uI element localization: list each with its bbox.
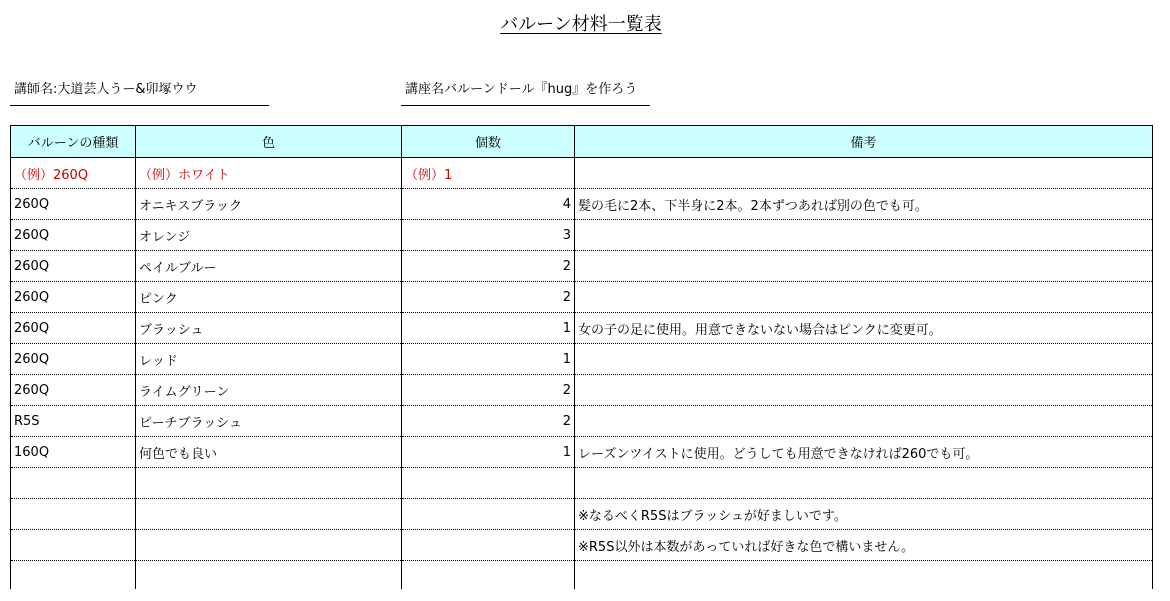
instructor-name: 講師名:大道芸人うー&卯塚ウウ <box>10 80 269 106</box>
example-type: （例）260Q <box>11 158 136 189</box>
table-row <box>11 313 1153 344</box>
cell-note <box>575 220 1153 251</box>
cell-color <box>136 530 402 561</box>
course-name: 講座名バルーンドール『hug』を作ろう <box>401 80 650 106</box>
cell-type: 260Q <box>11 251 136 282</box>
cell-note: 髪の毛に2本、下半身に2本。2本ずつあれば別の色でも可。 <box>575 189 1153 220</box>
example-note <box>575 158 1153 189</box>
table-row <box>11 375 1153 406</box>
cell-color: ライムグリーン <box>136 375 402 406</box>
cell-type: 260Q <box>11 282 136 313</box>
table-row <box>11 220 1153 251</box>
cell-note: ※R5S以外は本数があっていれば好きな色で構いません。 <box>575 530 1153 561</box>
cell-color: オニキスブラック <box>136 189 402 220</box>
example-count: （例）1 <box>402 158 575 189</box>
cell-color: ブラッシュ <box>136 313 402 344</box>
cell-color: ペイルブルー <box>136 251 402 282</box>
cell-note <box>575 251 1153 282</box>
cell-note <box>575 561 1153 589</box>
cell-color <box>136 499 402 530</box>
cell-color: オレンジ <box>136 220 402 251</box>
cell-color <box>136 468 402 499</box>
cell-note <box>575 282 1153 313</box>
cell-count: 3 <box>402 220 575 251</box>
table-header-row <box>11 126 1153 158</box>
table-row <box>11 251 1153 282</box>
table-row <box>11 499 1153 530</box>
cell-note <box>575 344 1153 375</box>
table-row <box>11 344 1153 375</box>
cell-count: 2 <box>402 375 575 406</box>
cell-type: 260Q <box>11 220 136 251</box>
cell-note: レーズンツイストに使用。どうしても用意できなければ260でも可。 <box>575 437 1153 468</box>
cell-type <box>11 530 136 561</box>
table-row <box>11 468 1153 499</box>
cell-count: 4 <box>402 189 575 220</box>
cell-color: ピンク <box>136 282 402 313</box>
cell-note: 女の子の足に使用。用意できないない場合はピンクに変更可。 <box>575 313 1153 344</box>
column-header-note: 備考 <box>575 126 1153 158</box>
cell-count: 2 <box>402 251 575 282</box>
cell-color: 何色でも良い <box>136 437 402 468</box>
table-row <box>11 406 1153 437</box>
cell-count: 2 <box>402 406 575 437</box>
cell-type: R5S <box>11 406 136 437</box>
cell-type: 260Q <box>11 189 136 220</box>
table-row <box>11 530 1153 561</box>
table-row <box>11 437 1153 468</box>
cell-type: 160Q <box>11 437 136 468</box>
cell-type <box>11 499 136 530</box>
cell-count: 2 <box>402 282 575 313</box>
table-row <box>11 282 1153 313</box>
cell-type: 260Q <box>11 375 136 406</box>
cell-note: ※なるべくR5Sはブラッシュが好ましいです。 <box>575 499 1153 530</box>
cell-type: 260Q <box>11 313 136 344</box>
cell-type: 260Q <box>11 344 136 375</box>
cell-count <box>402 468 575 499</box>
table-row <box>11 189 1153 220</box>
cell-count: 1 <box>402 313 575 344</box>
column-header-count: 個数 <box>402 126 575 158</box>
cell-count <box>402 499 575 530</box>
cell-count: 1 <box>402 344 575 375</box>
document-title <box>0 13 1162 37</box>
table-row <box>11 561 1153 589</box>
cell-color: レッド <box>136 344 402 375</box>
materials-table <box>10 125 1153 589</box>
cell-note <box>575 406 1153 437</box>
column-header-type: バルーンの種類 <box>11 126 136 158</box>
cell-type <box>11 468 136 499</box>
cell-count <box>402 561 575 589</box>
example-color: （例）ホワイト <box>136 158 402 189</box>
example-row <box>11 158 1153 189</box>
cell-count <box>402 530 575 561</box>
cell-note <box>575 375 1153 406</box>
cell-color: ピーチブラッシュ <box>136 406 402 437</box>
column-header-color: 色 <box>136 126 402 158</box>
document-title-text: バルーン材料一覧表 <box>500 14 662 35</box>
cell-type <box>11 561 136 589</box>
cell-color <box>136 561 402 589</box>
cell-count: 1 <box>402 437 575 468</box>
cell-note <box>575 468 1153 499</box>
